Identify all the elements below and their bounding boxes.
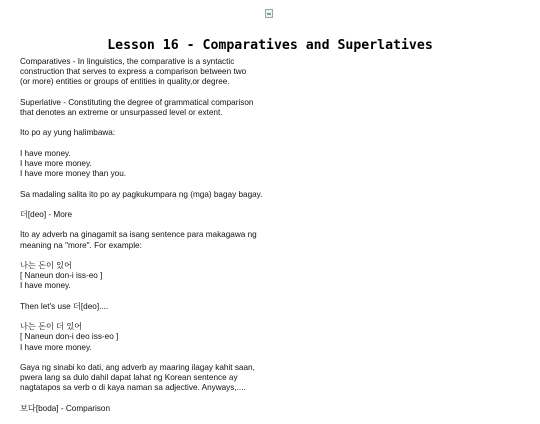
text-line: 나는 돈이 있어 bbox=[20, 260, 73, 270]
text-line: I have money. bbox=[20, 148, 71, 158]
paragraph-example-intro bbox=[20, 128, 320, 138]
paragraph-adverb-note bbox=[20, 363, 320, 394]
lesson-content bbox=[20, 57, 320, 424]
text-line: construction that serves to express a comparison between two bbox=[20, 67, 247, 77]
text-line: I have more money than you. bbox=[20, 169, 127, 179]
text-line: I have more money. bbox=[20, 158, 92, 168]
text-line: 보다[boda] - Comparison bbox=[20, 403, 110, 413]
paragraph-korean-example-1 bbox=[20, 261, 320, 292]
text-line: I have money. bbox=[20, 281, 71, 291]
text-line: 나는 돈이 더 있어 bbox=[20, 322, 83, 332]
paragraph-english-examples bbox=[20, 149, 320, 180]
paragraph-deo-explanation bbox=[20, 230, 320, 250]
text-line: I have more money. bbox=[20, 342, 92, 352]
text-line: [ Naneun don-i deo iss-eo ] bbox=[20, 332, 119, 342]
paragraph-superlative bbox=[20, 98, 320, 118]
text-line: Comparatives - In linguistics, the comparative is a syntactic bbox=[20, 57, 235, 66]
paragraph-comparatives bbox=[20, 57, 320, 88]
text-line: Gaya ng sinabi ko dati, ang adverb ay maaring ilagay kahit saan, bbox=[20, 362, 255, 372]
text-line: Sa madaling salita ito po ay pagkukumpara ng (mga) bagay bagay. bbox=[20, 189, 263, 199]
text-line: Superlative - Constituting the degree of grammatical comparison bbox=[20, 97, 254, 107]
text-line: Ito po ay yung halimbawa: bbox=[20, 128, 116, 138]
text-line: meaning na "more". For example: bbox=[20, 240, 142, 250]
text-line: (or more) entities or groups of entities in quality,or degree. bbox=[20, 77, 230, 87]
text-line: nagtatapos sa verb o di kaya naman sa adjective. Anyways,.... bbox=[20, 383, 246, 393]
paragraph-boda-heading bbox=[20, 404, 320, 414]
paragraph-use-deo bbox=[20, 302, 320, 312]
text-line: that denotes an extreme or unsurpassed level or extent. bbox=[20, 108, 223, 117]
text-line: Then let's use 더[deo].... bbox=[20, 301, 109, 311]
text-line: [ Naneun don-i iss-eo ] bbox=[20, 271, 103, 281]
text-line: pwera lang sa dulo dahil dapat lahat ng Korean sentence ay bbox=[20, 373, 238, 383]
text-line: Ito ay adverb na ginagamit sa isang sentence para makagawa ng bbox=[20, 230, 257, 240]
paragraph-summary bbox=[20, 190, 320, 200]
broken-image-icon bbox=[265, 9, 273, 18]
paragraph-korean-example-2 bbox=[20, 322, 320, 353]
text-line: 더[deo] - More bbox=[20, 209, 73, 219]
page-title: Lesson 16 - Comparatives and Superlatives bbox=[107, 37, 433, 53]
paragraph-deo-heading bbox=[20, 210, 320, 220]
